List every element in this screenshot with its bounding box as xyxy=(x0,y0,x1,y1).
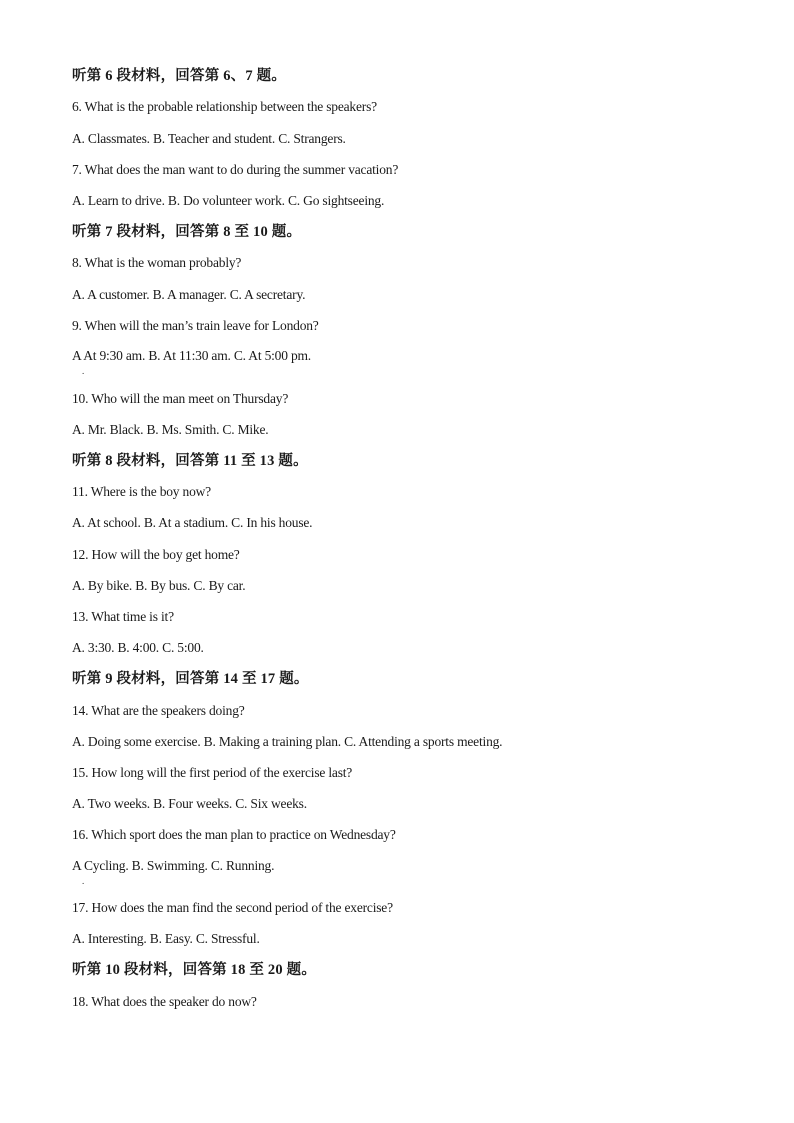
options-15: A. Two weeks. B. Four weeks. C. Six weeks. xyxy=(72,796,307,811)
section-heading-8: 听第 8 段材料，回答第 11 至 13 题。 xyxy=(72,453,308,469)
question-6: 6. What is the probable relationship between the speakers? xyxy=(72,99,377,114)
question-10: 10. Who will the man meet on Thursday? xyxy=(72,391,289,406)
question-15: 15. How long will the first period of the exercise last? xyxy=(72,765,353,780)
options-13: A. 3:30. B. 4:00. C. 5:00. xyxy=(72,640,204,655)
options-17: A. Interesting. B. Easy. C. Stressful. xyxy=(72,931,260,946)
options-7: A. Learn to drive. B. Do volunteer work. C. Go sightseeing. xyxy=(72,193,385,208)
options-12: A. By bike. B. By bus. C. By car. xyxy=(72,578,246,593)
question-17: 17. How does the man find the second period of the exercise? xyxy=(72,900,393,915)
question-18: 18. What does the speaker do now? xyxy=(72,994,257,1009)
section-heading-10: 听第 10 段材料，回答第 18 至 20 题。 xyxy=(72,962,317,978)
question-11: 11. Where is the boy now? xyxy=(72,484,211,499)
section-heading-9: 听第 9 段材料，回答第 14 至 17 题。 xyxy=(72,671,309,687)
options-14: A. Doing some exercise. B. Making a training plan. C. Attending a sports meeting. xyxy=(72,734,503,749)
options-11: A. At school. B. At a stadium. C. In his house. xyxy=(72,515,313,530)
question-7: 7. What does the man want to do during the summer vacation? xyxy=(72,162,399,177)
section-heading-6: 听第 6 段材料，回答第 6、7 题。 xyxy=(72,68,287,84)
option-dot-mark: . xyxy=(82,366,85,376)
question-8: 8. What is the woman probably? xyxy=(72,255,242,270)
question-9: 9. When will the man’s train leave for London? xyxy=(72,318,319,333)
section-heading-7: 听第 7 段材料，回答第 8 至 10 题。 xyxy=(72,224,302,240)
options-8: A. A customer. B. A manager. C. A secretary. xyxy=(72,287,306,302)
question-14: 14. What are the speakers doing? xyxy=(72,703,245,718)
question-12: 12. How will the boy get home? xyxy=(72,547,240,562)
question-16: 16. Which sport does the man plan to practice on Wednesday? xyxy=(72,827,396,842)
option-dot-mark: . xyxy=(82,876,85,886)
question-13: 13. What time is it? xyxy=(72,609,174,624)
options-10: A. Mr. Black. B. Ms. Smith. C. Mike. xyxy=(72,422,269,437)
options-16: A Cycling. B. Swimming. C. Running. xyxy=(72,858,275,873)
options-9: A At 9:30 am. B. At 11:30 am. C. At 5:00 pm. xyxy=(72,348,311,363)
options-6: A. Classmates. B. Teacher and student. C. Strangers. xyxy=(72,131,346,146)
